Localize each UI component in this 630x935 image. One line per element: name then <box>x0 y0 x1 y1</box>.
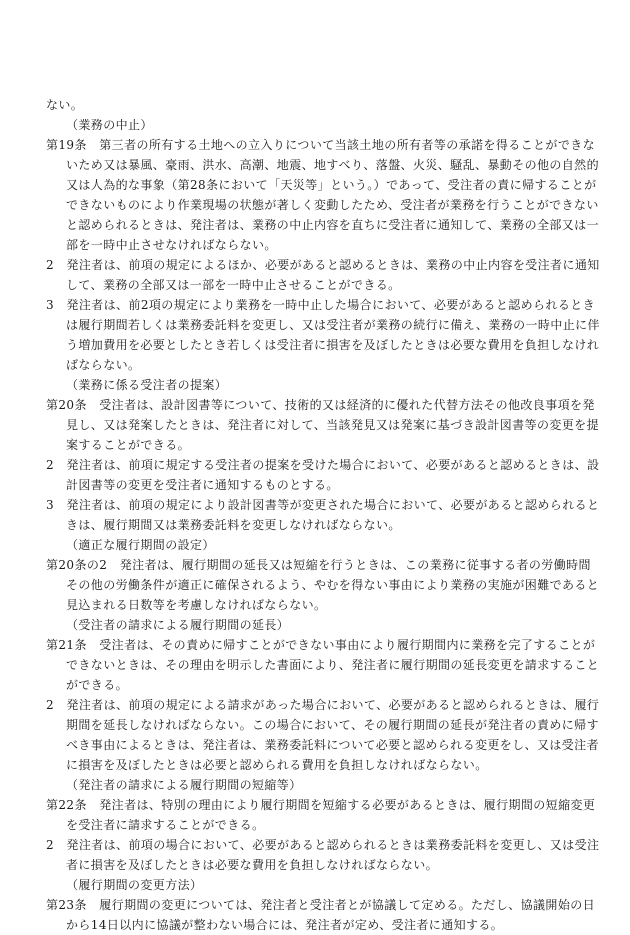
article-paragraph: 第22条 発注者は、特別の理由により履行期間を短縮する必要があるときは、履行期間の短縮変更を受注者に請求することができる。 <box>46 798 596 832</box>
article-paragraph: 3 発注者は、前項の規定により設計図書等が変更された場合において、必要があると認められるときは、履行期間又は業務委託料を変更しなければならない。 <box>46 498 600 532</box>
article-paragraph: 第20条 受注者は、設計図書等について、技術的又は経済的に優れた代替方法その他改良事項を発見し、又は発案したときは、発注者に対して、当該発見又は発案に基づき設計図書等の変更を提案することができる。 <box>46 398 599 452</box>
article-paragraph: 2 発注者は、前項の場合において、必要があると認められるときは業務委託料を変更し、又は受注者に損害を及ぼしたときは必要な費用を負担しなければならない。 <box>46 838 600 872</box>
article-paragraph: 3 発注者は、前2項の規定により業務を一時中止した場合において、必要があると認められるときは履行期間若しくは業務委託料を変更し、又は受注者が業務の続行に備え、業務の一時中止に伴う増加費用を必要としたとき若しくは受注者に損害を及ぼしたときは必要な費用を負担しなければならない。 <box>46 298 600 372</box>
article-paragraph: 第20条の2 発注者は、履行期間の延長又は短縮を行うときは、この業務に従事する者の労働時間その他の労働条件が適正に確保されるよう、やむを得ない事由により業務の実施が困難であると見込まれる日数等を考慮しなければならない。 <box>46 558 600 612</box>
section-heading: （履行期間の変更方法） <box>66 878 203 892</box>
article-paragraph: 2 発注者は、前項の規定によるほか、必要があると認めるときは、業務の中止内容を受注者に通知して、業務の全部又は一部を一時中止させることができる。 <box>46 258 600 292</box>
article-paragraph: 第23条 履行期間の変更については、発注者と受注者とが協議して定める。ただし、協議開始の日から14日以内に協議が整わない場合には、発注者が定め、受注者に通知する。 <box>46 898 596 932</box>
article-paragraph: 第19条 第三者の所有する土地への立入りについて当該土地の所有者等の承諾を得ることができないため又は暴風、豪雨、洪水、高潮、地震、地すべり、落盤、火災、騒乱、暴動その他の自然的又は人為的な事象（第28条において「天災等」という。）であって、受注者の責に帰することができないものにより作業現場の状態が著しく変動したため、受注者が業務を行うことができないと認められるときは、発注者は、業務の中止内容を直ちに受注者に通知して、業務の全部又は一部を一時中止させなければならない。 <box>46 138 599 252</box>
section-heading: （業務の中止） <box>66 118 153 132</box>
article-paragraph: 2 発注者は、前項の規定による請求があった場合において、必要があると認められるときは、履行期間を延長しなければならない。この場合において、その履行期間の延長が発注者の責めに帰すべき事由によるときは、発注者は、業務委託料について必要と認められる変更をし、又は受注者に損害を及ぼしたときは必要と認められる費用を負担しなければならない。 <box>46 698 600 772</box>
section-heading: （適正な履行期間の設定） <box>66 538 215 552</box>
section-heading: （受注者の請求による履行期間の延長） <box>66 618 290 632</box>
section-heading: （発注者の請求による履行期間の短縮等） <box>66 778 302 792</box>
intro-text: ない。 <box>46 98 84 112</box>
section-heading: （業務に係る受注者の提案） <box>66 378 228 392</box>
article-paragraph: 2 発注者は、前項に規定する受注者の提案を受けた場合において、必要があると認めるときは、設計図書等の変更を受注者に通知するものとする。 <box>46 458 600 492</box>
article-paragraph: 第21条 受注者は、その責めに帰すことができない事由により履行期間内に業務を完了することができないときは、その理由を明示した書面により、発注者に履行期間の延長変更を請求することができる。 <box>46 638 600 692</box>
